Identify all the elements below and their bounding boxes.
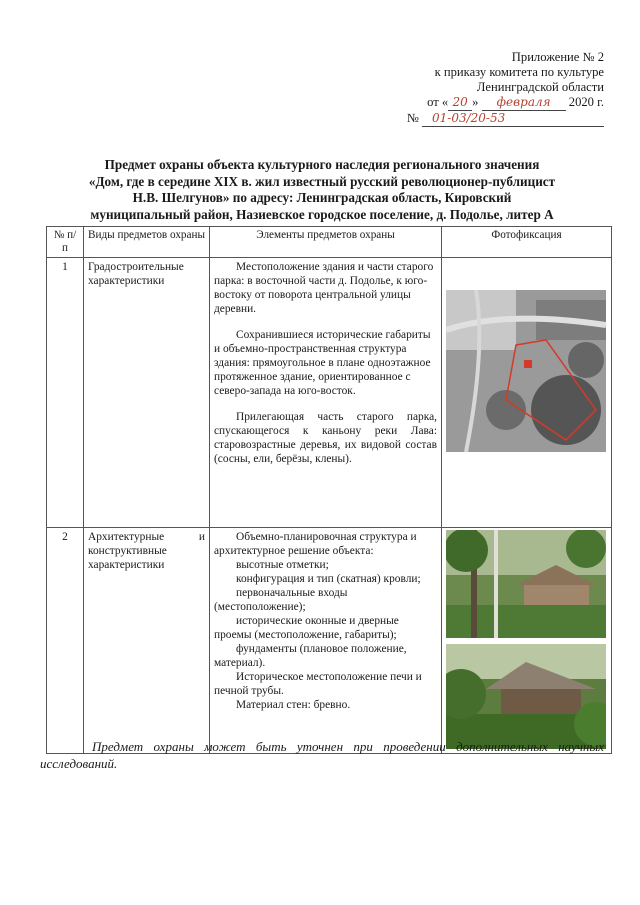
order-number: № 01-03/20-53 (407, 111, 604, 127)
table-row (47, 528, 612, 754)
row-elements: Объемно-планировочная структура и архитектурное решение объекта: высотные отметки; конфигурация и тип (скатная) кровли; первоначальные входы (местоположение); исторические оконные и дверные проемы (местоположение, габариты); фундаменты (плановое положение, материал). Историческое местоположение печи и печной трубы. Материал стен: бревно. (210, 528, 442, 754)
row-photo (442, 528, 612, 754)
order-reference: к приказу комитета по культуре (434, 65, 604, 79)
row-num: 1 (47, 258, 84, 528)
aerial-map-photo (446, 290, 606, 452)
order-year: 2020 г. (568, 95, 604, 109)
handwritten-number: 01-03/20-53 (422, 111, 604, 127)
table-row (47, 258, 612, 528)
aerial-map-image (446, 290, 606, 452)
house-photo-1 (446, 530, 606, 638)
handwritten-month: февраля (482, 95, 566, 111)
row-num: 2 (47, 528, 84, 754)
house-image-2 (446, 644, 606, 749)
row-type: Архитектурные и конструктивные характеристики (84, 528, 210, 754)
house-image-1 (446, 530, 606, 638)
header-num: № п/п (47, 227, 84, 258)
protection-subject-table (46, 226, 612, 754)
row-elements: Местоположение здания и части старого парка: в восточной части д. Подолье, к юго-востоку от поворота центральной улицы деревни. Сохранившиеся исторические габариты и объемно-пространственная структура здания: прямоугольное в плане одноэтажное протяженное здание, ориентированное с северо-запада на юго-восток. Прилегающая часть старого парка, спускающегося к каньону реки Лава: старовозрастные деревья, их видовой состав (сосны, ели, берёзы, клены). (210, 258, 442, 528)
house-photo-2 (446, 644, 606, 749)
table-header-row (47, 227, 612, 258)
header-elements: Элементы предметов охраны (210, 227, 442, 258)
order-date: от « 20 » февраля 2020 г. (427, 95, 604, 109)
appendix-header (407, 50, 604, 127)
header-type: Виды предметов охраны (84, 227, 210, 258)
footer-note: Предмет охраны может быть уточнен при проведении дополнительных научных исследований. (40, 739, 604, 771)
appendix-number: Приложение № 2 (511, 50, 604, 64)
header-photo: Фотофиксация (442, 227, 612, 258)
region-name: Ленинградской области (476, 80, 604, 94)
row-type: Градостроительные характеристики (84, 258, 210, 528)
row-photo (442, 258, 612, 528)
handwritten-day: 20 (448, 95, 472, 111)
document-title: Предмет охраны объекта культурного наследия регионального значения «Дом, где в середине XIX в. жил известный русский революционер-публицист Н.В. Шелгунов» по адресу: Ленинградская область, Кировский муниципальный район, Назиевское городское поселение, д. Подолье, литер А (88, 157, 556, 222)
